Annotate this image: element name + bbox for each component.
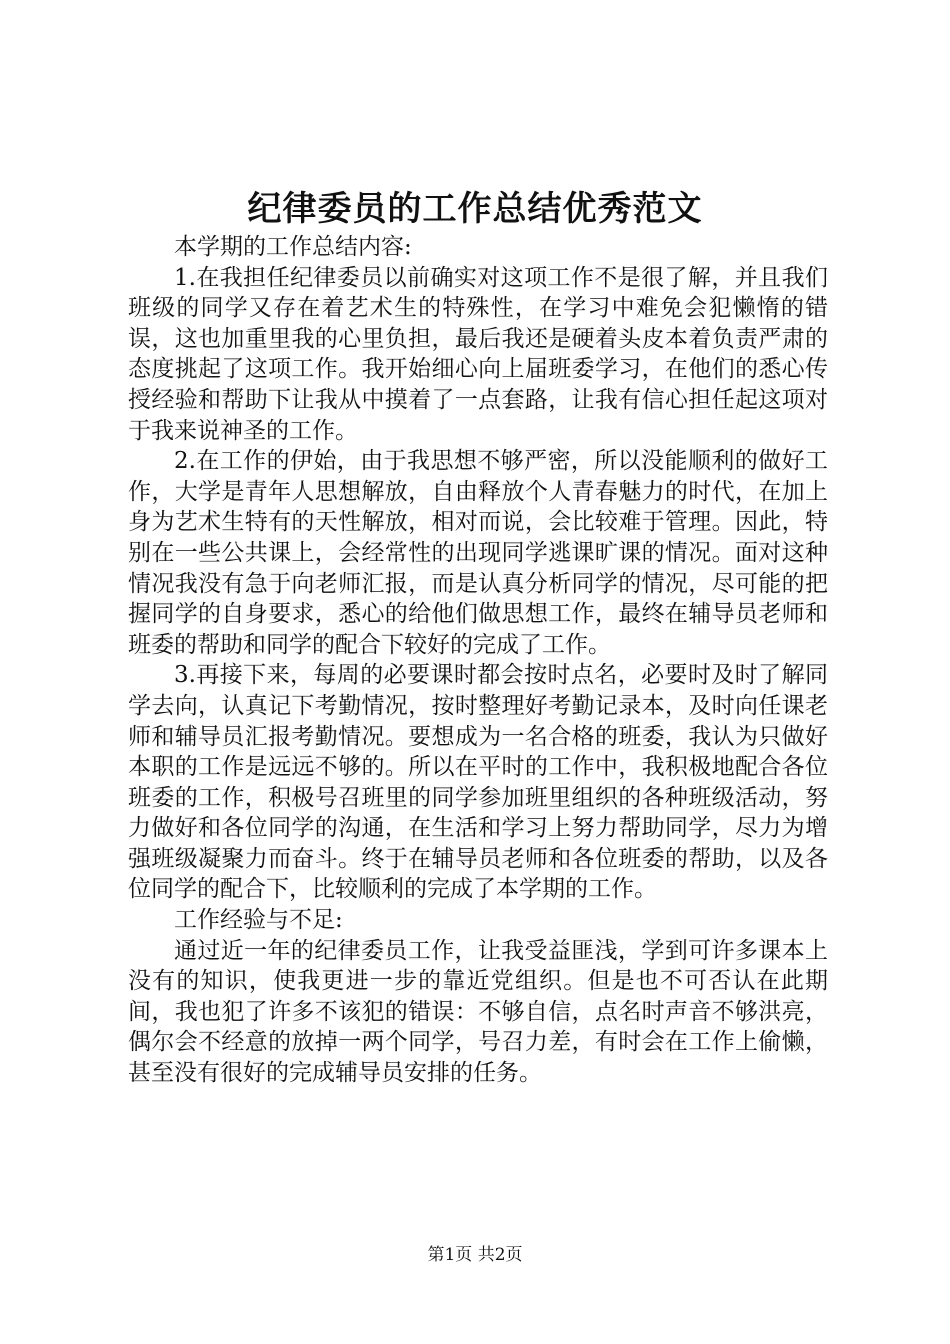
paragraph-experience: 通过近一年的纪律委员工作，让我受益匪浅，学到可许多课本上没有的知识，使我更进一步的靠近党组织。但是也不可否认在此期间，我也犯了许多不该犯的错误：不够自信，点名时声音不够洪亮，偶尔会不经意的放掉一两个同学，号召力差，有时会在工作上偷懒，甚至没有很好的完成辅导员安排的任务。: [128, 937, 828, 1087]
page-footer: 第1页 共2页: [427, 1245, 523, 1265]
paragraph-experience-heading: 工作经验与不足:: [174, 907, 343, 934]
paragraph-item-2: 2.在工作的伊始，由于我思想不够严密，所以没能顺利的做好工作，大学是青年人思想解放，自由释放个人青春魅力的时代，在加上身为艺术生特有的天性解放，相对而说，会比较难于管理。因此，特别在一些公共课上，会经常性的出现同学逃课旷课的情况。面对这种情况我没有急于向老师汇报，而是认真分析同学的情况，尽可能的把握同学的自身要求，悉心的给他们做思想工作，最终在辅导员老师和班委的帮助和同学的配合下较好的完成了工作。: [128, 448, 828, 658]
paragraph-intro: 本学期的工作总结内容:: [174, 234, 412, 260]
paragraph-item-3: 3.再接下来，每周的必要课时都会按时点名，必要时及时了解同学去向，认真记下考勤情况，按时整理好考勤记录本，及时向任课老师和辅导员汇报考勤情况。要想成为一名合格的班委，我认为只做好本职的工作是远远不够的。所以在平时的工作中，我积极地配合各位班委的工作，积极号召班里的同学参加班里组织的各种班级活动，努力做好和各位同学的沟通，在生活和学习上努力帮助同学，尽力为增强班级凝聚力而奋斗。终于在辅导员老师和各位班委的帮助，以及各位同学的配合下，比较顺利的完成了本学期的工作。: [128, 662, 828, 903]
document-title: 纪律委员的工作总结优秀范文: [247, 189, 703, 229]
paragraph-item-1: 1.在我担任纪律委员以前确实对这项工作不是很了解，并且我们班级的同学又存在着艺术生的特殊性，在学习中难免会犯懒惰的错误，这也加重里我的心里负担，最后我还是硬着头皮本着负责严肃的态度挑起了这项工作。我开始细心向上届班委学习，在他们的悉心传授经验和帮助下让我从中摸着了一点套路，让我有信心担任起这项对于我来说神圣的工作。: [128, 264, 828, 444]
document-body: [128, 232, 828, 1089]
